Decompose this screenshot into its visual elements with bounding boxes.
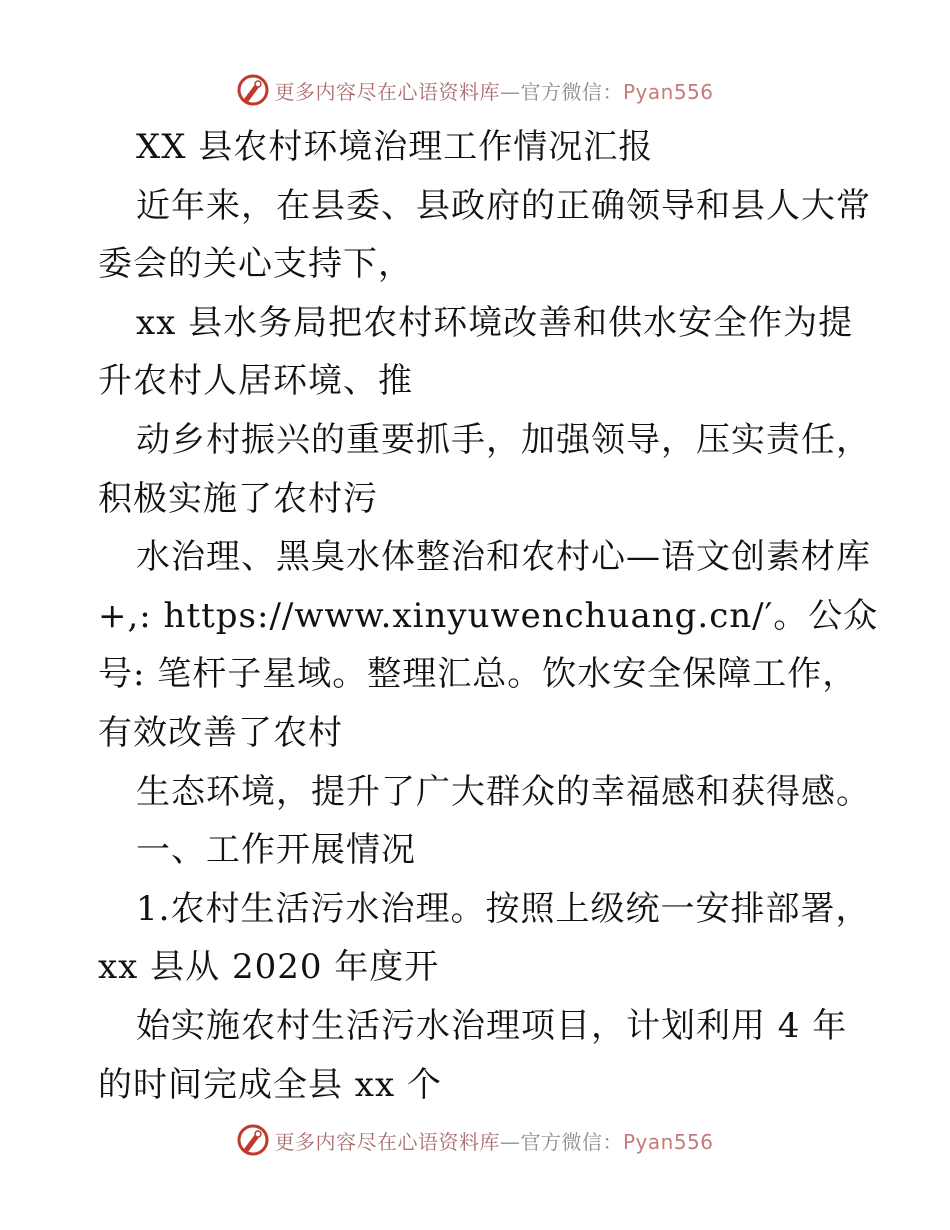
banner-wechat-id: Pyan556 <box>622 1129 714 1154</box>
doc-line: 始实施农村生活污水治理项目，计划利用 4 年 <box>136 1005 848 1046</box>
doc-line: 生态环境，提升了广大群众的幸福感和获得感。 <box>136 771 871 812</box>
doc-line: 升农村人居环境、推 <box>98 361 413 402</box>
header-banner <box>0 70 950 110</box>
section-heading: 一、工作开展情况 <box>136 830 416 871</box>
doc-line: 动乡村振兴的重要抓手，加强领导，压实责任， <box>136 419 871 460</box>
doc-line: 1.农村生活污水治理。按照上级统一安排部署， <box>136 888 871 929</box>
doc-title: XX 县农村环境治理工作情况汇报 <box>136 127 654 167</box>
doc-line: 委会的关心支持下， <box>98 244 413 285</box>
banner-separator: — <box>499 1129 521 1154</box>
doc-line: +,: https://www.xinyuwenchuang.cn/′。公众 <box>98 595 879 636</box>
banner-wechat-id: Pyan556 <box>622 79 714 104</box>
pen-logo-icon <box>236 1123 270 1157</box>
document-body <box>98 118 879 1114</box>
pen-logo-icon <box>236 73 270 107</box>
doc-line: 积极实施了农村污 <box>98 478 378 519</box>
doc-line: 号: 笔杆子星域。整理汇总。饮水安全保障工作， <box>98 654 858 695</box>
banner-main: 更多内容尽在心语资料库 <box>274 79 500 104</box>
banner-wechat-label: 官方微信： <box>520 1129 623 1154</box>
doc-line: 近年来，在县委、县政府的正确领导和县人大常 <box>136 185 871 226</box>
banner-text <box>274 1126 713 1155</box>
banner-separator: — <box>499 79 521 104</box>
banner-main: 更多内容尽在心语资料库 <box>274 1129 500 1154</box>
doc-line: 的时间完成全县 xx 个 <box>98 1064 442 1105</box>
doc-line: 有效改善了农村 <box>98 712 343 753</box>
doc-line: 水治理、黑臭水体整治和农村心—语文创素材库 <box>136 537 871 578</box>
doc-line: xx 县水务局把农村环境改善和供水安全作为提 <box>136 302 854 343</box>
footer-banner <box>0 1120 950 1160</box>
doc-line: xx 县从 2020 年度开 <box>98 947 440 988</box>
banner-wechat-label: 官方微信： <box>520 79 623 104</box>
banner-text <box>274 76 713 105</box>
